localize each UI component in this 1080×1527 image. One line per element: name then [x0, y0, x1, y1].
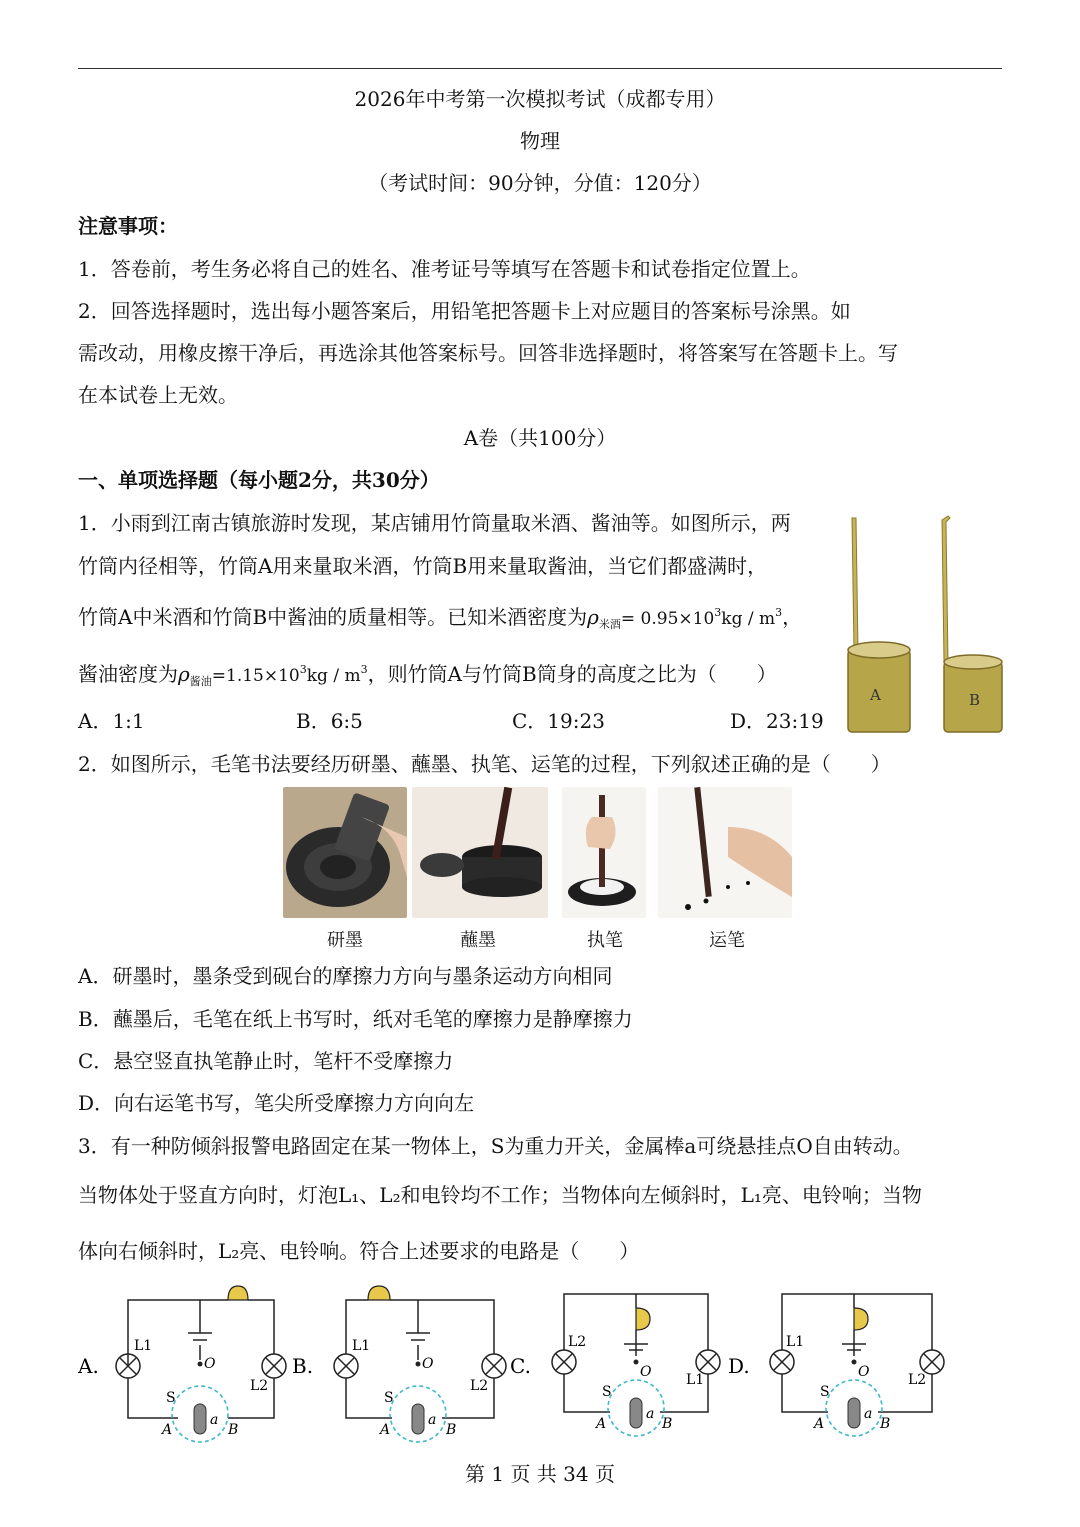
q2-option-c: C．悬空竖直执笔静止时，笔杆不受摩擦力: [78, 1049, 454, 1073]
q1-line-4: [78, 657, 777, 695]
l1-label: L1: [786, 1334, 805, 1350]
pivot-o-label: O: [204, 1356, 216, 1372]
bell-icon: [228, 1286, 248, 1300]
bell-icon: [636, 1308, 650, 1330]
q1-line-4-question: ，则竹筒A与竹筒B筒身的高度之比为（ ）: [367, 662, 777, 686]
q2-option-b: B．蘸墨后，毛笔在纸上书写时，纸对毛笔的摩擦力是静摩擦力: [78, 1007, 633, 1031]
l1-label: L1: [686, 1372, 705, 1388]
l1-label: L1: [134, 1338, 153, 1354]
q2-stem: 2．如图所示，毛笔书法要经历研墨、蘸墨、执笔、运笔的过程，下列叙述正确的是（ ）: [78, 752, 891, 776]
q2-option-d: D．向右运笔书写，笔尖所受摩擦力方向向左: [78, 1091, 475, 1115]
l2-label: L2: [568, 1334, 587, 1350]
pivot-o-label: O: [858, 1364, 870, 1380]
tube-b-label: B: [969, 691, 981, 709]
point-a-label: A: [380, 1422, 391, 1438]
rho-symbol: ρ: [178, 662, 190, 686]
switch-s-label: S: [384, 1390, 394, 1406]
pivot-o-label: O: [422, 1356, 434, 1372]
rice-wine-exponent: 3: [714, 606, 722, 619]
q1-option-a: A．1:1: [78, 709, 145, 733]
bamboo-tube-a: [848, 518, 910, 732]
q1-line-3: [78, 600, 802, 638]
q1-line-2: 竹筒内径相等，竹筒A用来量取米酒，竹筒B用来量取酱油，当它们都盛满时，: [78, 554, 768, 578]
switch-s-label: S: [602, 1384, 612, 1400]
caption-grinding: 研墨: [327, 930, 363, 951]
notes-heading: 注意事项：: [78, 214, 178, 238]
l1-label: L1: [352, 1338, 371, 1354]
rice-wine-unit: kg / m: [721, 609, 776, 629]
q1-option-b: B．6:5: [296, 709, 363, 733]
q3-line-1: 3．有一种防倾斜报警电路固定在某一物体上，S为重力开关，金属棒a可绕悬挂点O自由转动。: [78, 1134, 913, 1158]
circuit-b-label: B.: [292, 1354, 314, 1378]
point-b-label: B: [228, 1422, 239, 1438]
grinding-ink-photo: [283, 787, 407, 918]
point-b-label: B: [880, 1416, 891, 1432]
exam-title: 2026年中考第一次模拟考试（成都专用）: [354, 87, 726, 111]
point-b-label: B: [662, 1416, 673, 1432]
switch-s-label: S: [166, 1390, 176, 1406]
rho-symbol: ρ: [587, 605, 599, 629]
volume-heading: A卷（共100分）: [463, 426, 617, 450]
point-b-label: B: [446, 1422, 457, 1438]
pivot-o-label: O: [640, 1364, 652, 1380]
soy-subscript: 酱油: [189, 675, 212, 688]
page-footer: 第 1 页 共 34 页: [465, 1462, 615, 1486]
rice-wine-subscript: 米酒: [598, 618, 621, 631]
note-item-2-line-3: 在本试卷上无效。: [78, 383, 238, 407]
q1-line-4-text: 酱油密度为: [78, 662, 178, 686]
circuit-a-label: A.: [78, 1354, 99, 1378]
comma: ，: [782, 605, 803, 629]
q1-line-1: 1．小雨到江南古镇旅游时发现，某店铺用竹筒量取米酒、酱油等。如图所示，两: [78, 511, 791, 535]
rod-a-label: a: [210, 1412, 219, 1428]
rod-a-label: a: [428, 1412, 437, 1428]
soy-exponent: 3: [299, 663, 307, 676]
l2-label: L2: [250, 1378, 269, 1394]
q1-option-d: D．23:19: [730, 709, 824, 733]
bamboo-tube-b: [942, 516, 1002, 732]
soy-unit-exponent: 3: [360, 663, 368, 676]
soy-density: =1.15×10: [211, 666, 300, 686]
circuit-d: [728, 1278, 960, 1448]
circuit-d-label: D.: [728, 1354, 750, 1378]
bell-icon: [368, 1286, 390, 1300]
switch-s-label: S: [820, 1384, 830, 1400]
circuit-b: [292, 1278, 520, 1448]
subject-title: 物理: [520, 129, 560, 153]
top-rule: [78, 68, 1002, 69]
point-a-label: A: [596, 1416, 607, 1432]
rod-a-label: a: [646, 1406, 655, 1422]
exam-info: （考试时间：90分钟，分值：120分）: [368, 171, 712, 195]
q1-line-3-text: 竹筒A中米酒和竹筒B中酱油的质量相等。已知米酒密度为: [78, 605, 588, 629]
note-item-1: 1．答卷前，考生务必将自己的姓名、准考证号等填写在答题卡和试卷指定位置上。: [78, 257, 811, 281]
caption-holding: 执笔: [587, 930, 623, 951]
q2-option-a: A．研墨时，墨条受到砚台的摩擦力方向与墨条运动方向相同: [78, 964, 613, 988]
soy-unit: kg / m: [306, 666, 361, 686]
l2-label: L2: [908, 1372, 927, 1388]
point-a-label: A: [814, 1416, 825, 1432]
tube-a-label: A: [870, 686, 881, 704]
part1-heading: 一、单项选择题（每小题2分，共30分）: [78, 468, 440, 492]
point-a-label: A: [162, 1422, 173, 1438]
q1-option-c: C．19:23: [512, 709, 605, 733]
circuit-c-label: C.: [510, 1354, 531, 1378]
bamboo-tubes-figure: [840, 510, 1010, 740]
writing-brush-photo: [658, 787, 792, 918]
rice-wine-density: = 0.95×10: [620, 609, 715, 629]
l2-label: L2: [470, 1378, 489, 1394]
circuit-a: [78, 1278, 298, 1448]
q3-line-2: 当物体处于竖直方向时，灯泡L₁、L₂和电铃均不工作；当物体向左倾斜时，L₁亮、电铃响；当物: [78, 1183, 922, 1207]
bell-icon: [854, 1308, 868, 1330]
q3-line-3: 体向右倾斜时，L₂亮、电铃响。符合上述要求的电路是（ ）: [78, 1239, 640, 1263]
note-item-2-line-1: 2．回答选择题时，选出每小题答案后，用铅笔把答题卡上对应题目的答案标号涂黑。如: [78, 299, 851, 323]
dipping-ink-photo: [412, 787, 548, 918]
holding-brush-photo: [562, 787, 646, 918]
circuit-c: [510, 1278, 730, 1448]
note-item-2-line-2: 需改动，用橡皮擦干净后，再选涂其他答案标号。回答非选择题时，将答案写在答题卡上。写: [78, 341, 898, 365]
rice-wine-unit-exponent: 3: [775, 606, 783, 619]
caption-writing: 运笔: [709, 930, 745, 951]
caption-dipping: 蘸墨: [460, 930, 496, 951]
rod-a-label: a: [864, 1406, 873, 1422]
